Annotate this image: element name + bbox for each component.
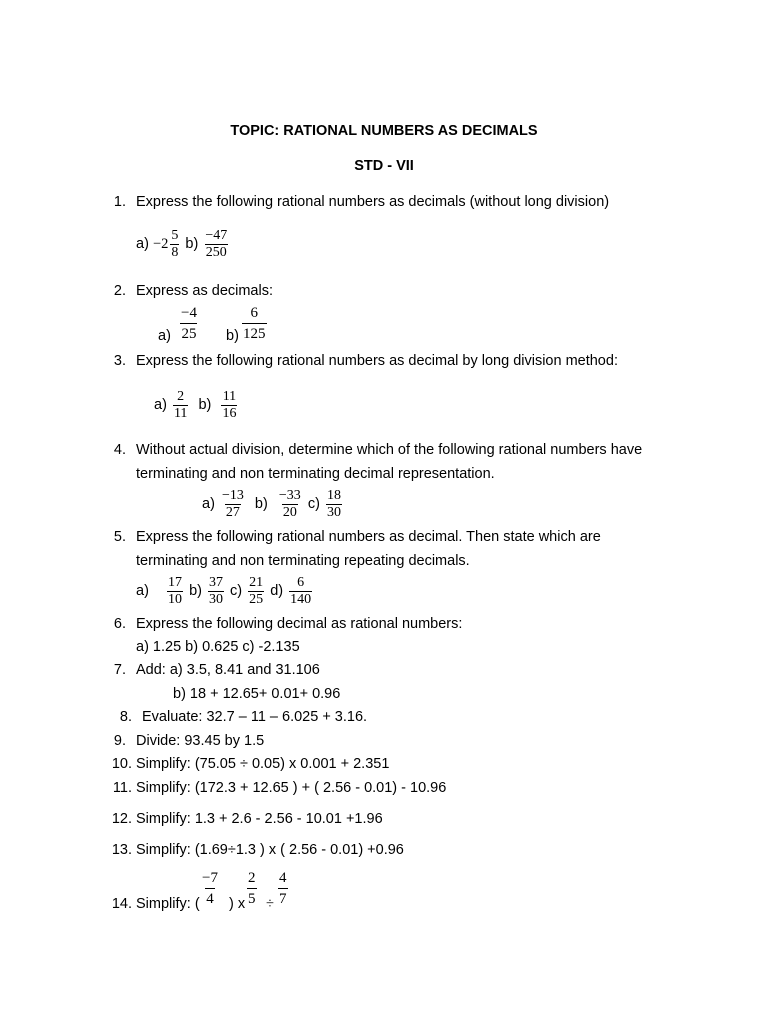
question-number: 7. bbox=[113, 662, 126, 678]
numerator: 18 bbox=[326, 487, 341, 503]
denominator: 140 bbox=[290, 591, 312, 607]
question-7-part-b: b) 18 + 12.65+ 0.01+ 0.96 bbox=[173, 686, 341, 702]
denominator: 125 bbox=[242, 323, 267, 344]
numerator: 11 bbox=[222, 388, 237, 404]
denominator: 30 bbox=[326, 504, 341, 520]
question-number: 6. bbox=[113, 616, 126, 632]
fraction bbox=[245, 868, 259, 909]
divide-sign: ÷ bbox=[266, 896, 274, 912]
question-6-text: Express the following decimal as rational numbers: bbox=[136, 616, 463, 632]
question-8-text: Evaluate: 32.7 – 11 – 6.025 + 3.16. bbox=[142, 709, 368, 725]
fraction bbox=[289, 575, 312, 608]
question-14-text: Simplify: ( bbox=[136, 896, 200, 912]
numerator: −7 bbox=[202, 870, 218, 886]
topic-heading: TOPIC: RATIONAL NUMBERS AS DECIMALS bbox=[230, 123, 538, 139]
denominator: 250 bbox=[205, 244, 227, 260]
numerator: 5 bbox=[171, 227, 179, 243]
option-label: b) bbox=[226, 328, 239, 344]
fraction bbox=[221, 389, 237, 422]
question-number: 8. bbox=[119, 709, 132, 725]
question-number: 14. bbox=[111, 896, 132, 912]
fraction bbox=[221, 488, 245, 521]
question-number: 11. bbox=[112, 780, 132, 796]
question-13-text: Simplify: (1.69÷1.3 ) x ( 2.56 - 0.01) +0.96 bbox=[136, 842, 404, 858]
numerator: 17 bbox=[168, 574, 183, 590]
question-7-text: Add: a) 3.5, 8.41 and 31.106 bbox=[136, 662, 320, 678]
question-number: 2. bbox=[113, 283, 126, 299]
fraction bbox=[204, 228, 228, 261]
fraction bbox=[326, 488, 342, 521]
numerator: −33 bbox=[278, 487, 301, 503]
question-1-options bbox=[136, 226, 230, 262]
denominator: 11 bbox=[173, 405, 188, 421]
fraction bbox=[248, 575, 264, 608]
option-label: b) bbox=[254, 496, 268, 513]
denominator: 7 bbox=[278, 888, 288, 909]
question-number: 10. bbox=[111, 756, 132, 772]
std-heading: STD - VII bbox=[354, 158, 414, 174]
denominator: 4 bbox=[205, 888, 215, 909]
fraction bbox=[247, 868, 257, 909]
fraction bbox=[199, 868, 221, 909]
fraction bbox=[173, 389, 188, 422]
question-10-text: Simplify: (75.05 ÷ 0.05) x 0.001 + 2.351 bbox=[136, 756, 390, 772]
denominator: 10 bbox=[168, 591, 183, 607]
numerator: 6 bbox=[250, 305, 258, 321]
question-3-text: Express the following rational numbers as decimal by long division method: bbox=[136, 353, 618, 369]
numerator: −4 bbox=[181, 305, 197, 321]
question-12-text: Simplify: 1.3 + 2.6 - 2.56 - 10.01 +1.96 bbox=[136, 811, 383, 827]
fraction bbox=[208, 575, 224, 608]
question-number: 5. bbox=[113, 529, 126, 545]
fraction bbox=[278, 868, 288, 909]
option-label: a) bbox=[136, 236, 149, 253]
denominator: 25 bbox=[249, 591, 264, 607]
question-number: 3. bbox=[113, 353, 126, 369]
denominator: 25 bbox=[180, 323, 197, 344]
question-4-text-line1: Without actual division, determine which of the following rational numbers have bbox=[136, 442, 643, 458]
question-1-text: Express the following rational numbers as decimals (without long division) bbox=[136, 194, 610, 210]
fraction bbox=[201, 868, 219, 909]
fraction bbox=[240, 303, 269, 344]
option-label: d) bbox=[270, 583, 284, 600]
option-label: c) bbox=[307, 496, 320, 513]
fraction bbox=[276, 868, 290, 909]
numerator: 4 bbox=[279, 870, 287, 886]
numerator: −13 bbox=[221, 487, 244, 503]
option-label: a) bbox=[136, 583, 149, 600]
option-label: a) bbox=[158, 328, 171, 344]
fraction bbox=[178, 303, 200, 344]
denominator: 16 bbox=[222, 405, 237, 421]
denominator: 20 bbox=[282, 504, 297, 520]
option-label: a) bbox=[202, 496, 215, 513]
question-number: 1. bbox=[113, 194, 126, 210]
numerator: 2 bbox=[177, 388, 185, 404]
multiply-sign: ) x bbox=[229, 896, 246, 912]
numerator: −47 bbox=[205, 227, 228, 243]
fraction bbox=[170, 228, 179, 261]
question-5-options bbox=[136, 573, 314, 609]
question-number: 4. bbox=[113, 442, 126, 458]
question-11-text: Simplify: (172.3 + 12.65 ) + ( 2.56 - 0.01) - 10.96 bbox=[136, 780, 447, 796]
numerator: 37 bbox=[209, 574, 223, 590]
question-number: 12. bbox=[111, 811, 132, 827]
question-4-text-line2: terminating and non terminating decimal representation. bbox=[136, 466, 495, 482]
numerator: 6 bbox=[297, 574, 305, 590]
denominator: 5 bbox=[247, 888, 257, 909]
fraction bbox=[167, 575, 183, 608]
question-2-text: Express as decimals: bbox=[136, 283, 273, 299]
fraction bbox=[278, 488, 302, 521]
question-5-text-line1: Express the following rational numbers as decimal. Then state which are bbox=[136, 529, 601, 545]
question-9-text: Divide: 93.45 by 1.5 bbox=[136, 733, 265, 749]
question-5-text-line2: terminating and non terminating repeating decimals. bbox=[136, 553, 470, 569]
denominator: 27 bbox=[225, 504, 240, 520]
numerator: 2 bbox=[248, 870, 256, 886]
question-number: 13. bbox=[111, 842, 132, 858]
question-6-options: a) 1.25 b) 0.625 c) -2.135 bbox=[136, 639, 300, 655]
fraction bbox=[180, 303, 198, 344]
denominator: 30 bbox=[209, 591, 223, 607]
question-number: 9. bbox=[113, 733, 126, 749]
question-4-options bbox=[202, 486, 344, 522]
numerator: 21 bbox=[249, 574, 264, 590]
fraction bbox=[242, 303, 267, 344]
option-label: a) bbox=[154, 397, 167, 414]
option-label: b) bbox=[185, 236, 199, 253]
question-3-options bbox=[154, 387, 239, 423]
denominator: 8 bbox=[171, 244, 179, 260]
option-label: c) bbox=[230, 583, 243, 600]
option-label: b) bbox=[189, 583, 202, 600]
mixed-whole: −2 bbox=[152, 236, 169, 253]
option-label: b) bbox=[198, 397, 212, 414]
